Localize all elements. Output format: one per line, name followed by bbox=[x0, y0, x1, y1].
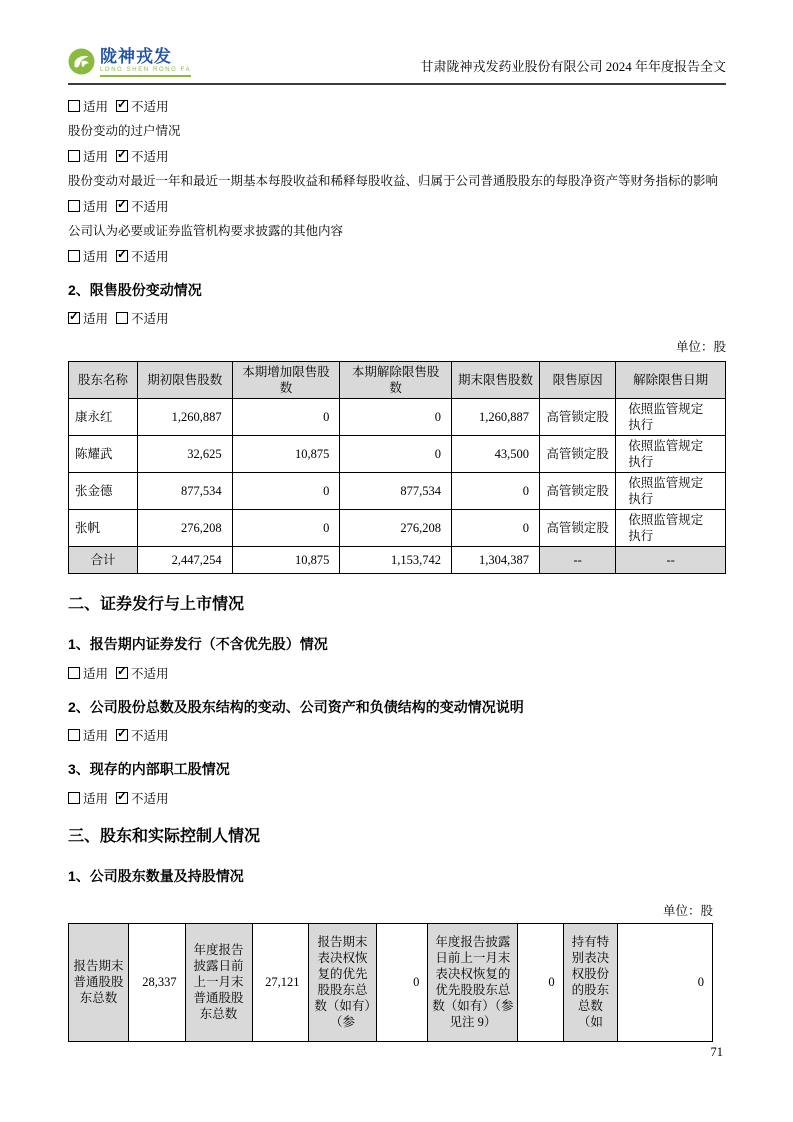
checkbox-unchecked-icon bbox=[116, 312, 128, 324]
total-label-cell: 合计 bbox=[69, 547, 138, 574]
table-cell: 32,625 bbox=[137, 436, 232, 473]
table-header-cell: 股东名称 bbox=[69, 362, 138, 399]
table-header-cell: 本期增加限售股数 bbox=[232, 362, 340, 399]
table-cell: 张金德 bbox=[69, 473, 138, 510]
applicability-line-restricted bbox=[68, 307, 726, 333]
stat-label-cell: 年度报告披露日前上一月末普通股股东总数 bbox=[185, 923, 252, 1041]
apply-label: 适用 bbox=[83, 249, 109, 264]
company-logo bbox=[68, 48, 191, 77]
table-header-cell: 期末限售股数 bbox=[452, 362, 540, 399]
table-cell: 276,208 bbox=[137, 510, 232, 547]
table-row bbox=[69, 510, 726, 547]
not-apply-label: 不适用 bbox=[131, 199, 169, 214]
table-cell: -- bbox=[616, 547, 726, 574]
table-cell: 张帆 bbox=[69, 510, 138, 547]
table-row bbox=[69, 399, 726, 436]
table-cell: 依照监管规定执行 bbox=[616, 510, 726, 547]
checkbox-unchecked-icon bbox=[68, 200, 80, 212]
heading-securities-issue-1: 1、报告期内证券发行（不含优先股）情况 bbox=[68, 636, 328, 652]
table-cell: 高管锁定股 bbox=[540, 399, 616, 436]
applicability-line bbox=[68, 786, 726, 812]
paragraph-transfer: 股份变动的过户情况 bbox=[68, 124, 181, 138]
table-cell: 877,534 bbox=[340, 473, 452, 510]
logo-icon bbox=[68, 48, 95, 75]
checkbox-checked-icon bbox=[116, 792, 128, 804]
table-header-cell: 限售原因 bbox=[540, 362, 616, 399]
checkbox-unchecked-icon bbox=[68, 250, 80, 262]
apply-label: 适用 bbox=[83, 729, 109, 743]
brand-name-cn: 陇神戎发 bbox=[100, 47, 172, 66]
table-cell: 10,875 bbox=[232, 436, 340, 473]
heading-shareholders: 三、股东和实际控制人情况 bbox=[68, 827, 261, 845]
stat-value-cell: 0 bbox=[618, 923, 713, 1041]
table-cell: 依照监管规定执行 bbox=[616, 436, 726, 473]
restricted-shares-table bbox=[68, 361, 726, 574]
unit-label: 单位：股 bbox=[662, 903, 713, 918]
table-cell: 1,260,887 bbox=[137, 399, 232, 436]
heading-securities-issue-3: 3、现存的内部职工股情况 bbox=[68, 761, 230, 777]
not-apply-label: 不适用 bbox=[131, 149, 169, 164]
applicability-line bbox=[68, 724, 726, 750]
not-apply-label: 不适用 bbox=[131, 666, 169, 681]
table-cell: 10,875 bbox=[232, 547, 340, 574]
applicability-line bbox=[68, 94, 726, 120]
table-row bbox=[69, 923, 713, 1041]
table-row bbox=[69, 473, 726, 510]
checkbox-checked-icon bbox=[116, 250, 128, 262]
table-cell: 康永红 bbox=[69, 399, 138, 436]
table-header-cell: 本期解除限售股数 bbox=[340, 362, 452, 399]
stat-label-cell: 年度报告披露日前上一月末表决权恢复的优先股股东总数（如有）（参见注 9） bbox=[428, 923, 518, 1041]
stat-value-cell: 0 bbox=[518, 923, 563, 1041]
heading-securities-issue-2: 2、公司股份总数及股东结构的变动、公司资产和负债结构的变动情况说明 bbox=[68, 698, 524, 715]
table-cell: 0 bbox=[232, 510, 340, 547]
page-header bbox=[68, 0, 726, 77]
table-cell: -- bbox=[540, 547, 616, 574]
applicability-line bbox=[68, 194, 726, 220]
page-number: 71 bbox=[710, 1045, 723, 1059]
table-row bbox=[69, 436, 726, 473]
table-cell: 1,153,742 bbox=[340, 547, 452, 574]
paragraph-impact: 股份变动对最近一年和最近一期基本每股收益和稀释每股收益、归属于公司普通股股东的每股净资产等财务指标的影响 bbox=[68, 174, 719, 188]
table-cell: 1,304,387 bbox=[452, 547, 540, 574]
document-title: 甘肃陇神戎发药业股份有限公司 2024 年年度报告全文 bbox=[420, 59, 726, 74]
table-cell: 0 bbox=[232, 473, 340, 510]
table-cell: 877,534 bbox=[137, 473, 232, 510]
stat-value-cell: 28,337 bbox=[128, 923, 185, 1041]
checkbox-checked-icon bbox=[116, 200, 128, 212]
paragraph-other-disclosure: 公司认为必要或证券监管机构要求披露的其他内容 bbox=[68, 224, 344, 238]
applicability-line bbox=[68, 244, 726, 270]
table-header-row bbox=[69, 362, 726, 399]
table-total-row bbox=[69, 547, 726, 574]
checkbox-checked-icon bbox=[116, 729, 128, 741]
not-apply-label: 不适用 bbox=[131, 249, 169, 264]
checkbox-unchecked-icon bbox=[68, 667, 80, 679]
heading-shareholders-1: 1、公司股东数量及持股情况 bbox=[68, 867, 244, 884]
apply-label: 适用 bbox=[83, 666, 109, 681]
table-cell: 高管锁定股 bbox=[540, 473, 616, 510]
table-cell: 276,208 bbox=[340, 510, 452, 547]
heading-restricted-shares: 2、限售股份变动情况 bbox=[68, 281, 202, 298]
checkbox-checked-icon bbox=[116, 667, 128, 679]
table-header-cell: 解除限售日期 bbox=[616, 362, 726, 399]
apply-label: 适用 bbox=[83, 149, 109, 164]
checkbox-unchecked-icon bbox=[68, 100, 80, 112]
not-apply-label: 不适用 bbox=[131, 791, 169, 806]
table-cell: 0 bbox=[452, 473, 540, 510]
checkbox-unchecked-icon bbox=[68, 150, 80, 162]
checkbox-unchecked-icon bbox=[68, 729, 80, 741]
brand-name-en: LONG SHEN RONG FA bbox=[100, 66, 191, 77]
stat-label-cell: 报告期末表决权恢复的优先股股东总数（如有）（参 bbox=[308, 923, 377, 1041]
table-cell: 0 bbox=[340, 436, 452, 473]
table-cell: 高管锁定股 bbox=[540, 510, 616, 547]
apply-label: 适用 bbox=[83, 312, 109, 326]
heading-securities-issue: 二、证券发行与上市情况 bbox=[68, 596, 245, 613]
apply-label: 适用 bbox=[83, 791, 109, 806]
checkbox-checked-icon bbox=[116, 150, 128, 162]
stat-value-cell: 0 bbox=[377, 923, 428, 1041]
table-cell: 1,260,887 bbox=[452, 399, 540, 436]
not-apply-label: 不适用 bbox=[131, 99, 169, 114]
applicability-line bbox=[68, 661, 726, 687]
shareholder-count-table bbox=[68, 923, 713, 1042]
applicability-line bbox=[68, 144, 726, 170]
not-apply-label: 不适用 bbox=[131, 729, 169, 743]
stat-label-cell: 报告期末普通股股东总数 bbox=[69, 923, 129, 1041]
table-cell: 0 bbox=[232, 399, 340, 436]
table-cell: 0 bbox=[340, 399, 452, 436]
stat-value-cell: 27,121 bbox=[252, 923, 308, 1041]
table-cell: 高管锁定股 bbox=[540, 436, 616, 473]
table-cell: 0 bbox=[452, 510, 540, 547]
not-apply-label: 不适用 bbox=[131, 312, 169, 326]
table-cell: 依照监管规定执行 bbox=[616, 399, 726, 436]
table-cell: 依照监管规定执行 bbox=[616, 473, 726, 510]
apply-label: 适用 bbox=[83, 99, 109, 114]
apply-label: 适用 bbox=[83, 199, 109, 214]
unit-label: 单位：股 bbox=[675, 340, 726, 354]
table-header-cell: 期初限售股数 bbox=[137, 362, 232, 399]
checkbox-checked-icon bbox=[116, 100, 128, 112]
checkbox-unchecked-icon bbox=[68, 792, 80, 804]
stat-label-cell: 持有特别表决权股份的股东总数（如 bbox=[563, 923, 618, 1041]
table-cell: 2,447,254 bbox=[137, 547, 232, 574]
table-cell: 陈耀武 bbox=[69, 436, 138, 473]
table-cell: 43,500 bbox=[452, 436, 540, 473]
checkbox-checked-icon bbox=[68, 312, 80, 324]
